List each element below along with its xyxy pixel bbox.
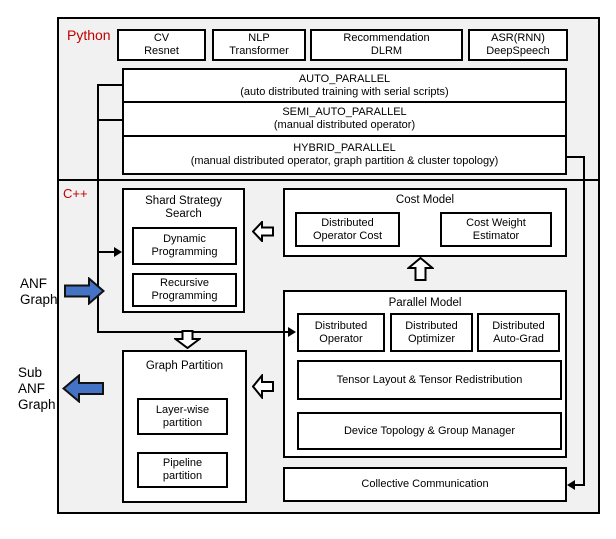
python-section-label: Python	[67, 27, 111, 43]
distributed-operator-cost-box: Distributed Operator Cost	[295, 212, 400, 247]
tensor-layout-redistribution-box: Tensor Layout & Tensor Redistribution	[297, 360, 562, 400]
right-connector-vertical	[583, 156, 585, 486]
down-to-graph-partition-arrow-icon	[174, 330, 201, 349]
parallel-to-cost-arrow-icon	[407, 257, 434, 281]
distributed-operator-arrowhead	[288, 327, 296, 337]
app-box-recommendation-dlrm	[310, 29, 463, 61]
parallel-model-title: Parallel Model	[388, 297, 462, 309]
mode-desc: (manual distributed operator, graph partition & cluster topology)	[190, 155, 499, 167]
anf-graph-label: ANF Graph	[20, 276, 58, 307]
distributed-operator-box: Distributed Operator	[297, 313, 385, 352]
cpp-section-label: C++	[63, 186, 88, 201]
app-line2: DeepSpeech	[486, 45, 550, 57]
app-line2: Transformer	[229, 45, 289, 57]
bar-auto-parallel	[122, 68, 567, 103]
cost-to-shard-arrow-icon	[252, 221, 274, 242]
sub-anf-graph-label: Sub ANF Graph	[18, 365, 56, 412]
app-box-cv-resnet	[117, 29, 206, 61]
distributed-optimizer-box: Distributed Optimizer	[390, 313, 473, 352]
anf-graph-input-arrow-icon	[64, 277, 105, 305]
app-line1: ASR(RNN)	[491, 32, 545, 44]
mode-desc: (auto distributed training with serial scripts)	[240, 85, 449, 98]
dynamic-programming-box: Dynamic Programming	[132, 227, 237, 265]
app-line1: NLP	[248, 32, 270, 44]
shard-strategy-search-title: Shard Strategy Search	[145, 195, 222, 220]
mode-name: SEMI_AUTO_PARALLEL	[282, 106, 407, 118]
graph-partition-title: Graph Partition	[145, 360, 224, 372]
app-line2: Resnet	[144, 45, 179, 57]
pipeline-partition-box: Pipeline partition	[137, 452, 228, 488]
layer-wise-partition-box: Layer-wise partition	[137, 398, 228, 435]
cost-model-title: Cost Model	[395, 194, 455, 206]
python-cpp-divider	[57, 179, 600, 181]
shard-branch-arrowhead	[114, 247, 122, 257]
collective-communication-box: Collective Communication	[283, 467, 567, 502]
mode-name: AUTO_PARALLEL	[298, 72, 391, 85]
bar-semi-auto-parallel	[122, 101, 567, 137]
bar-hybrid-parallel	[122, 135, 567, 175]
app-line1: Recommendation	[343, 32, 430, 44]
app-line1: CV	[153, 32, 170, 44]
recursive-programming-box: Recursive Programming	[132, 273, 237, 307]
collective-branch-line	[575, 484, 585, 486]
app-box-nlp-transformer	[212, 29, 306, 61]
mode-name: HYBRID_PARALLEL	[293, 142, 396, 154]
app-box-asr-deepspeech	[468, 29, 568, 61]
app-line2: DLRM	[370, 45, 403, 57]
mode-desc: (manual distributed operator)	[273, 119, 416, 131]
auto-parallel-stub	[97, 84, 123, 86]
shard-branch-line	[97, 251, 114, 253]
distributed-auto-grad-box: Distributed Auto-Grad	[477, 313, 560, 352]
parallel-to-graph-partition-arrow-icon	[252, 374, 274, 399]
collective-arrowhead	[567, 480, 575, 490]
cost-weight-estimator-box: Cost Weight Estimator	[440, 212, 552, 247]
semi-auto-parallel-stub	[97, 119, 123, 121]
device-topology-group-manager-box: Device Topology & Group Manager	[297, 412, 562, 450]
sub-anf-graph-output-arrow-icon	[62, 374, 104, 403]
